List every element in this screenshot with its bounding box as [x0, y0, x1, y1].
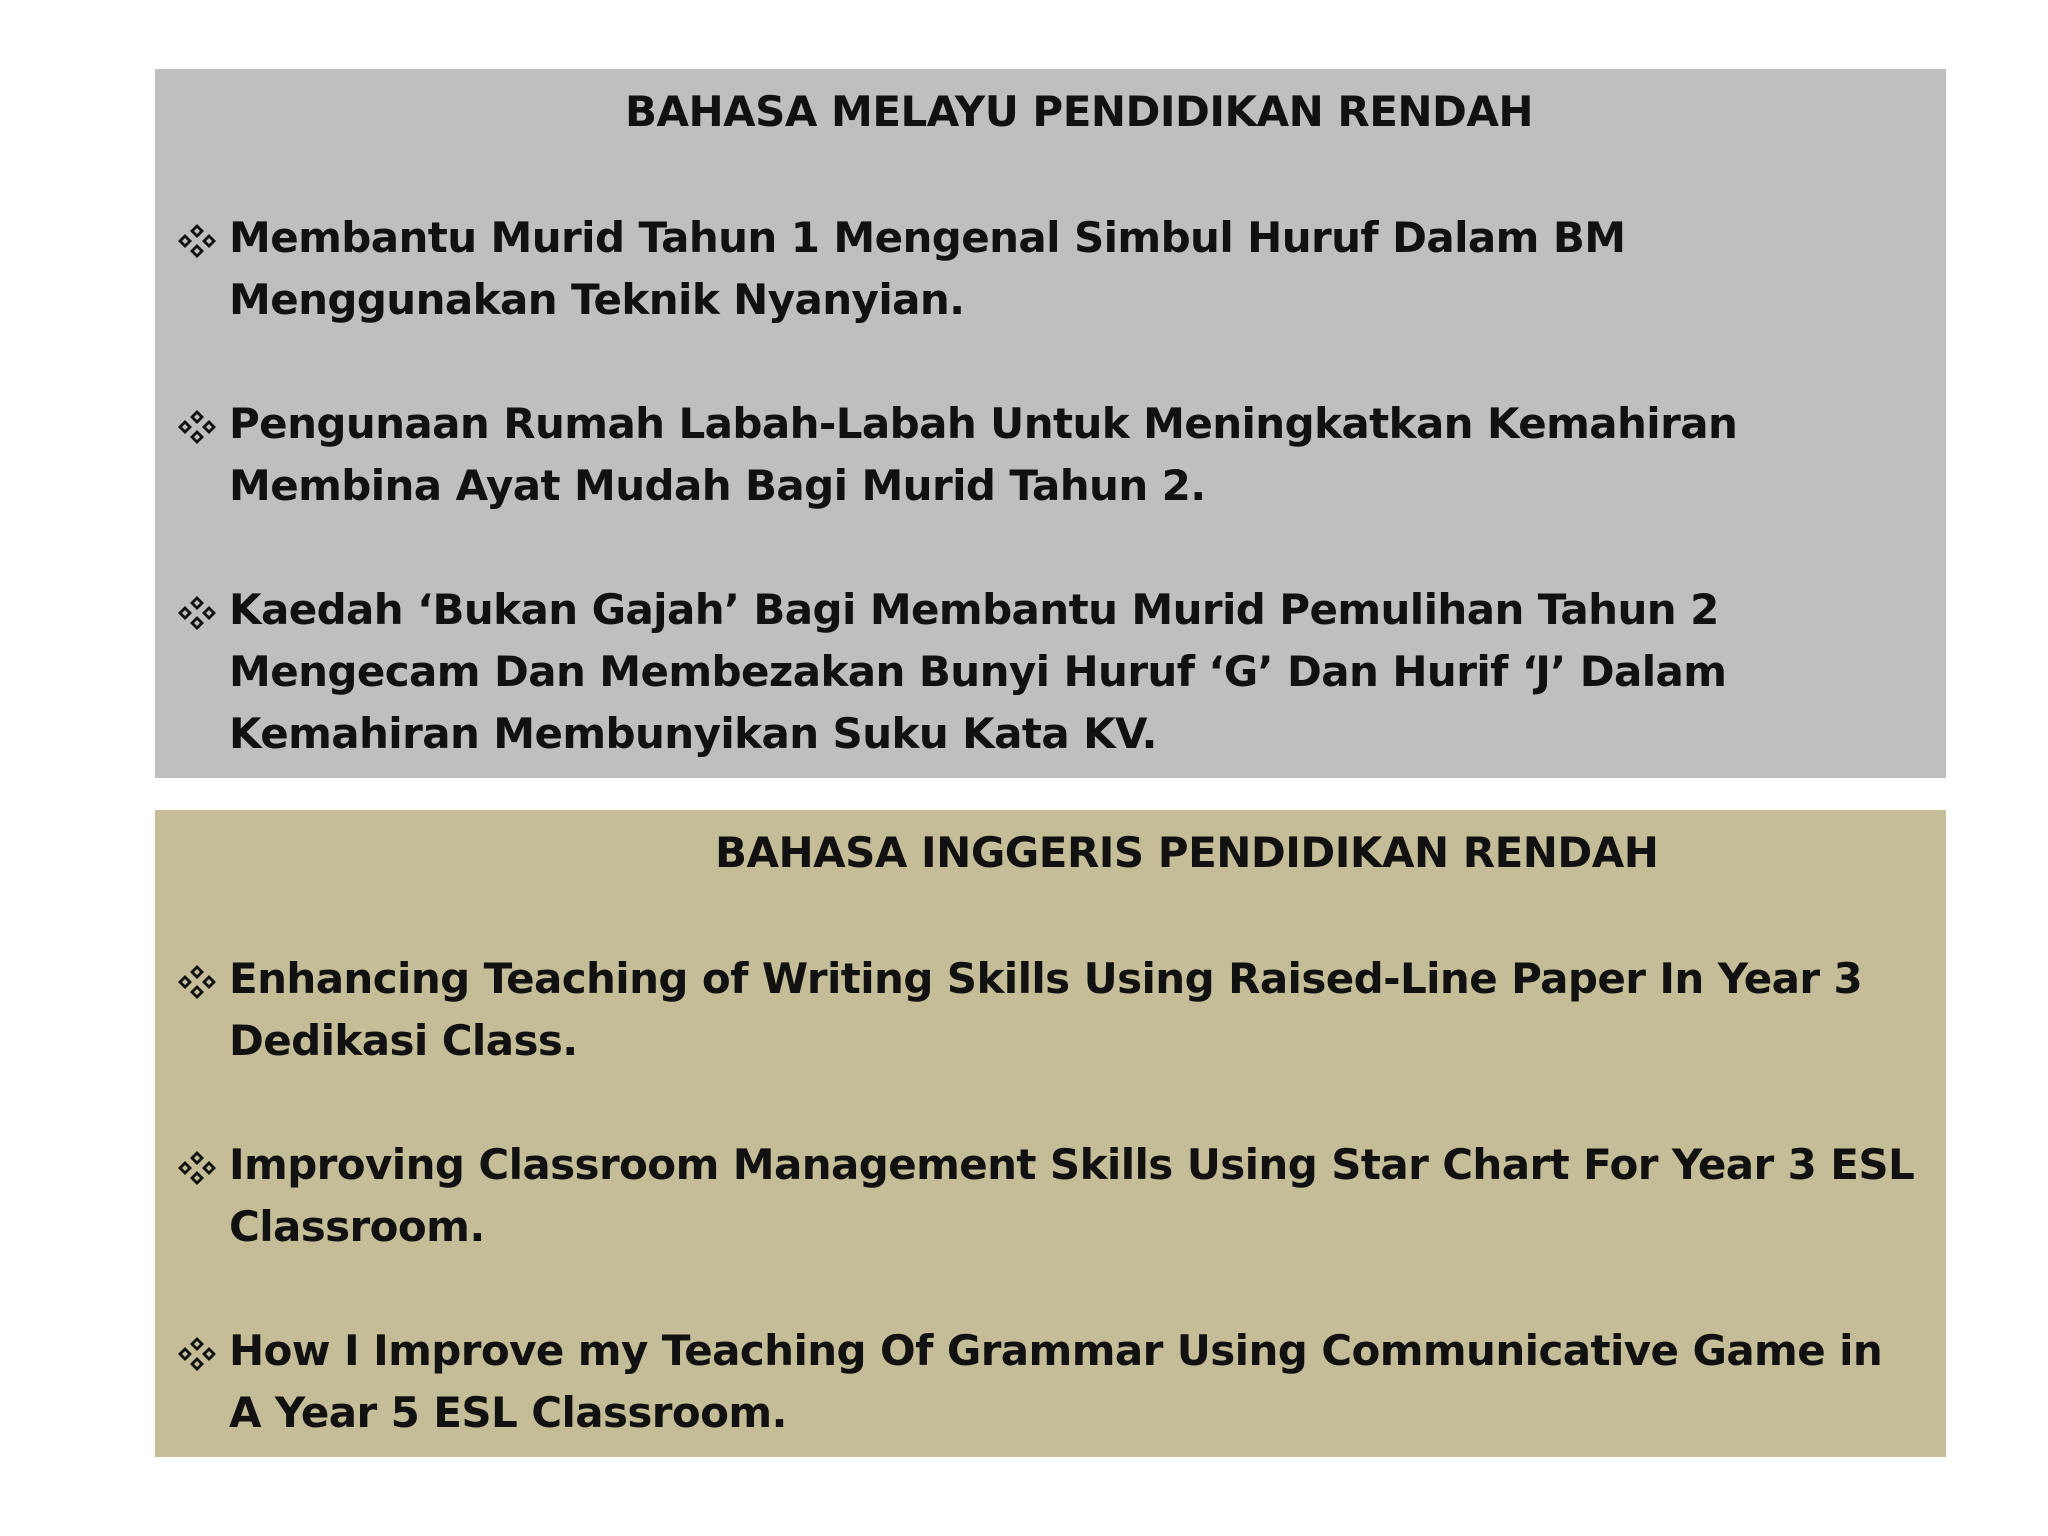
four-diamond-bullet-icon — [177, 1336, 217, 1372]
item-text: Kaedah ‘Bukan Gajah’ Bagi Membantu Murid Pemulihan Tahun 2 Mengecam Dan Membezakan Bunyi Huruf ‘G’ Dan Hurif ‘J’ Dalam Kemahiran Membunyikan Suku Kata KV. — [229, 585, 1727, 758]
item-text: Improving Classroom Management Skills Using Star Chart For Year 3 ESL Classroom. — [229, 1140, 1915, 1251]
four-diamond-bullet-icon — [177, 223, 217, 259]
list-item — [177, 393, 1920, 517]
list-item — [177, 579, 1920, 765]
list-item — [177, 1320, 1920, 1444]
item-text: Membantu Murid Tahun 1 Mengenal Simbul Huruf Dalam BM Menggunakan Teknik Nyanyian. — [229, 213, 1626, 324]
list-item — [177, 948, 1920, 1072]
section-bahasa-inggeris — [155, 810, 1946, 1457]
item-list — [177, 948, 1920, 1444]
four-diamond-bullet-icon — [177, 1150, 217, 1186]
item-text: Enhancing Teaching of Writing Skills Using Raised-Line Paper In Year 3 Dedikasi Class. — [229, 954, 1863, 1065]
section-title: BAHASA INGGERIS PENDIDIKAN RENDAH — [715, 828, 1659, 877]
four-diamond-bullet-icon — [177, 964, 217, 1000]
item-text: How I Improve my Teaching Of Grammar Using Communicative Game in A Year 5 ESL Classroom. — [229, 1326, 1883, 1437]
four-diamond-bullet-icon — [177, 595, 217, 631]
four-diamond-bullet-icon — [177, 409, 217, 445]
section-bahasa-melayu — [155, 69, 1946, 778]
list-item — [177, 1134, 1920, 1258]
list-item — [177, 207, 1920, 331]
item-text: Pengunaan Rumah Labah-Labah Untuk Meningkatkan Kemahiran Membina Ayat Mudah Bagi Murid Tahun 2. — [229, 399, 1738, 510]
item-list — [177, 207, 1920, 765]
section-title: BAHASA MELAYU PENDIDIKAN RENDAH — [625, 87, 1534, 136]
